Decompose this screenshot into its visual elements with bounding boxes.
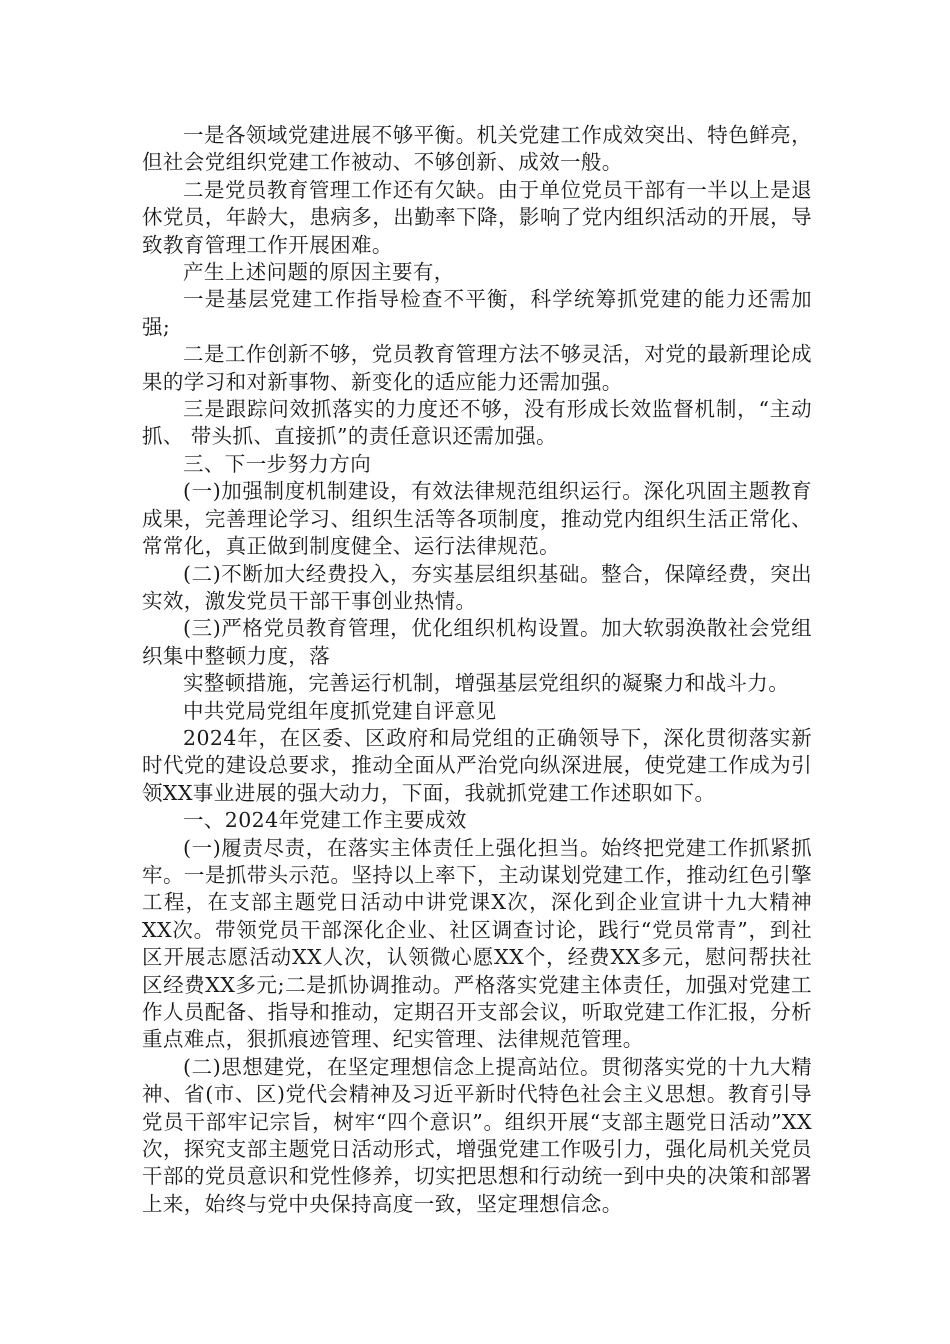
paragraph: (二)思想建党，在坚定理想信念上提高站位。贯彻落实党的十九大精神、省(市、区)党代会精神及习近平新时代特色社会主义思想。教育引导党员干部牢记宗旨，树牢“四个意识”。组织开展“支部主题党日活动”XX次，探究支部主题党日活动形式，增强党建工作吸引力，强化局机关党员干部的党员意识和党性修养，切实把思想和行动统一到中央的决策和部署上来，始终与党中央保持高度一致，坚定理想信念。 <box>142 1054 812 1216</box>
paragraph: 一是基层党建工作指导检查不平衡，科学统筹抓党建的能力还需加强; <box>142 287 812 339</box>
section-heading: 三、下一步努力方向 <box>183 451 372 476</box>
paragraph: 2024年，在区委、区政府和局党组的正确领导下，深化贯彻落实新时代党的建设总要求，推动全面从严治党向纵深进展，使党建工作成为引领XX事业进展的强大动力，下面，我就抓党建工作述职如下。 <box>142 725 812 805</box>
paragraph: 实整顿措施，完善运行机制，增强基层党组织的凝聚力和战斗力。 <box>183 671 790 696</box>
paragraph: 产生上述问题的原因主要有， <box>183 260 455 285</box>
document-title: 中共党局党组年度抓党建自评意见 <box>183 698 497 723</box>
paragraph: 二是工作创新不够，党员教育管理方法不够灵活，对党的最新理论成果的学习和对新事物、新变化的适应能力还需加强。 <box>142 342 812 394</box>
paragraph: (三)严格党员教育管理，优化组织机构设置。加大软弱涣散社会党组织集中整顿力度，落 <box>142 616 812 668</box>
paragraph: (一)加强制度机制建设，有效法律规范组织运行。深化巩固主题教育成果，完善理论学习、组织生活等各项制度，推动党内组织生活正常化、常常化，真正做到制度健全、运行法律规范。 <box>142 479 812 559</box>
paragraph: 三是跟踪问效抓落实的力度还不够，没有形成长效监督机制，“主动抓、 带头抓、直接抓”的责任意识还需加强。 <box>142 397 812 449</box>
section-heading: 一、2024年党建工作主要成效 <box>183 808 467 833</box>
paragraph: 二是党员教育管理工作还有欠缺。由于单位党员干部有一半以上是退休党员，年龄大，患病多，出勤率下降，影响了党内组织活动的开展，导致教育管理工作开展困难。 <box>142 177 812 257</box>
paragraph: (二)不断加大经费投入，夯实基层组织基础。整合，保障经费，突出实效，激发党员干部干事创业热情。 <box>142 561 812 613</box>
paragraph: 一是各领域党建进展不够平衡。机关党建工作成效突出、特色鲜亮，但社会党组织党建工作被动、不够创新、成效一般。 <box>142 123 812 175</box>
paragraph: (一)履责尽责，在落实主体责任上强化担当。始终把党建工作抓紧抓牢。一是抓带头示范。坚持以上率下，主动谋划党建工作，推动红色引擎工程，在支部主题党日活动中讲党课X次，深化到企业宣讲十九大精神XX次。带领党员干部深化企业、社区调查讨论，践行“党员常青”，到社区开展志愿活动XX人次，认领微心愿XX个，经费XX多元，慰问帮扶社区经费XX多元;二是抓协调推动。严格落实党建主体责任，加强对党建工作人员配备、指导和推动，定期召开支部会议，听取党建工作汇报，分析重点难点，狠抓痕迹管理、纪实管理、法律规范管理。 <box>142 835 812 1052</box>
document-body <box>142 122 812 1218</box>
